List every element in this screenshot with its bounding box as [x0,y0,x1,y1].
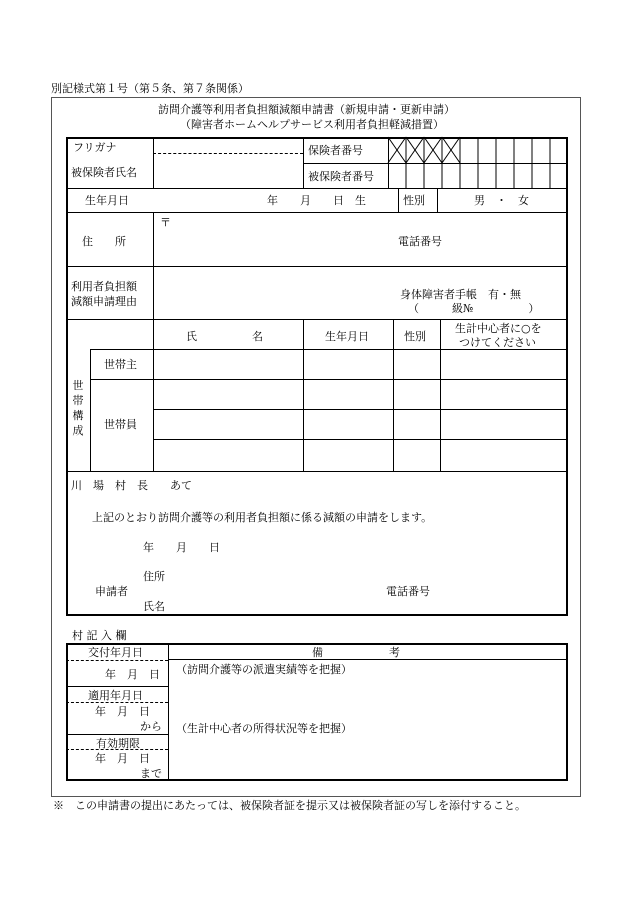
member-2-row[interactable] [155,411,566,438]
insured-number-label: 被保険者番号 [308,170,374,183]
applicant-address-label: 住所 [143,570,165,583]
village-entry-title: 村 記 入 欄 [72,629,127,642]
sex-label: 性別 [403,194,425,207]
col-main-1: 生計中心者に○を [455,322,542,335]
insured-name-field[interactable] [155,155,301,186]
name-label: 被保険者氏名 [71,166,137,179]
footnote: ※ この申請書の提出にあたっては、被保険者証を提示又は被保険者証の写しを添付すること。 [53,799,526,812]
apply-date-format: 年 月 日 [95,705,150,718]
applicant-name-field[interactable] [172,596,372,614]
head-birth-cell[interactable] [305,351,391,378]
applicant-address-field[interactable] [172,566,372,584]
applicant-label: 申請者 [95,585,128,598]
furigana-field[interactable] [155,139,301,152]
applicant-name-label: 氏名 [143,600,165,613]
postal-mark: 〒 [160,216,171,229]
member-1-row[interactable] [155,381,566,408]
reason-field[interactable] [155,268,385,317]
address-field[interactable] [155,214,385,264]
handbook-grade: （ 級№ ） [408,302,540,315]
household-head-label: 世帯主 [104,358,137,371]
insurer-number-field[interactable] [389,138,567,162]
furigana-label: フリガナ [73,141,117,154]
declaration-statement: 上記のとおり訪問介護等の利用者負担額に係る減額の申請をします。 [92,511,433,524]
birth-date-field[interactable] [155,190,395,210]
applicant-phone-label: 電話番号 [386,585,430,598]
col-birth: 生年月日 [325,330,369,343]
insured-number-field[interactable] [389,164,567,187]
col-sex: 性別 [404,330,426,343]
phone-label: 電話番号 [398,235,442,248]
sex-options[interactable]: 男 ・ 女 [474,194,529,207]
head-main-cell[interactable] [442,351,566,378]
form-title: 訪問介護等利用者負担額減額申請書（新規申請・更新申請） [158,103,455,116]
remarks-field[interactable] [170,661,566,779]
handbook-label: 身体障害者手帳 有・無 [400,288,521,301]
valid-date-format: 年 月 日 [95,752,150,765]
col-name: 氏 名 [186,330,263,343]
reason-label-2: 減額申請理由 [71,295,137,308]
form-subtitle: （障害者ホームヘルプサービス利用者負担軽減措置） [180,118,444,131]
valid-label: 有効期限 [96,737,140,750]
reason-label-1: 利用者負担額 [71,280,137,293]
until-label: まで [140,767,162,780]
birth-date-format: 年 月 日 生 [267,194,366,207]
birth-date-label: 生年月日 [85,194,129,207]
household-section-label: 世 帯 構 成 [72,379,84,437]
issue-date-format: 年 月 日 [105,668,160,681]
applicant-phone-field[interactable] [440,581,560,599]
addressee: 川 場 村 長 あて [71,479,192,492]
apply-date-label: 適用年月日 [88,689,143,702]
head-name-cell[interactable] [155,351,301,378]
form-number: 別記様式第１号（第５条、第７条関係） [51,82,249,95]
declaration-date: 年 月 日 [143,541,220,554]
address-label: 住 所 [82,235,126,248]
remark-2: （生計中心者の所得状況等を把握） [176,722,352,735]
remark-1: （訪問介護等の派遣実績等を把握） [176,663,352,676]
insurer-number-label: 保険者番号 [308,144,363,157]
household-member-label: 世帯員 [104,418,137,431]
col-main-2: つけてください [459,336,536,349]
member-3-row[interactable] [155,441,566,470]
head-sex-cell[interactable] [395,351,438,378]
remarks-label: 備 考 [312,646,400,659]
issue-date-label: 交付年月日 [88,646,143,659]
from-label: から [140,720,162,733]
